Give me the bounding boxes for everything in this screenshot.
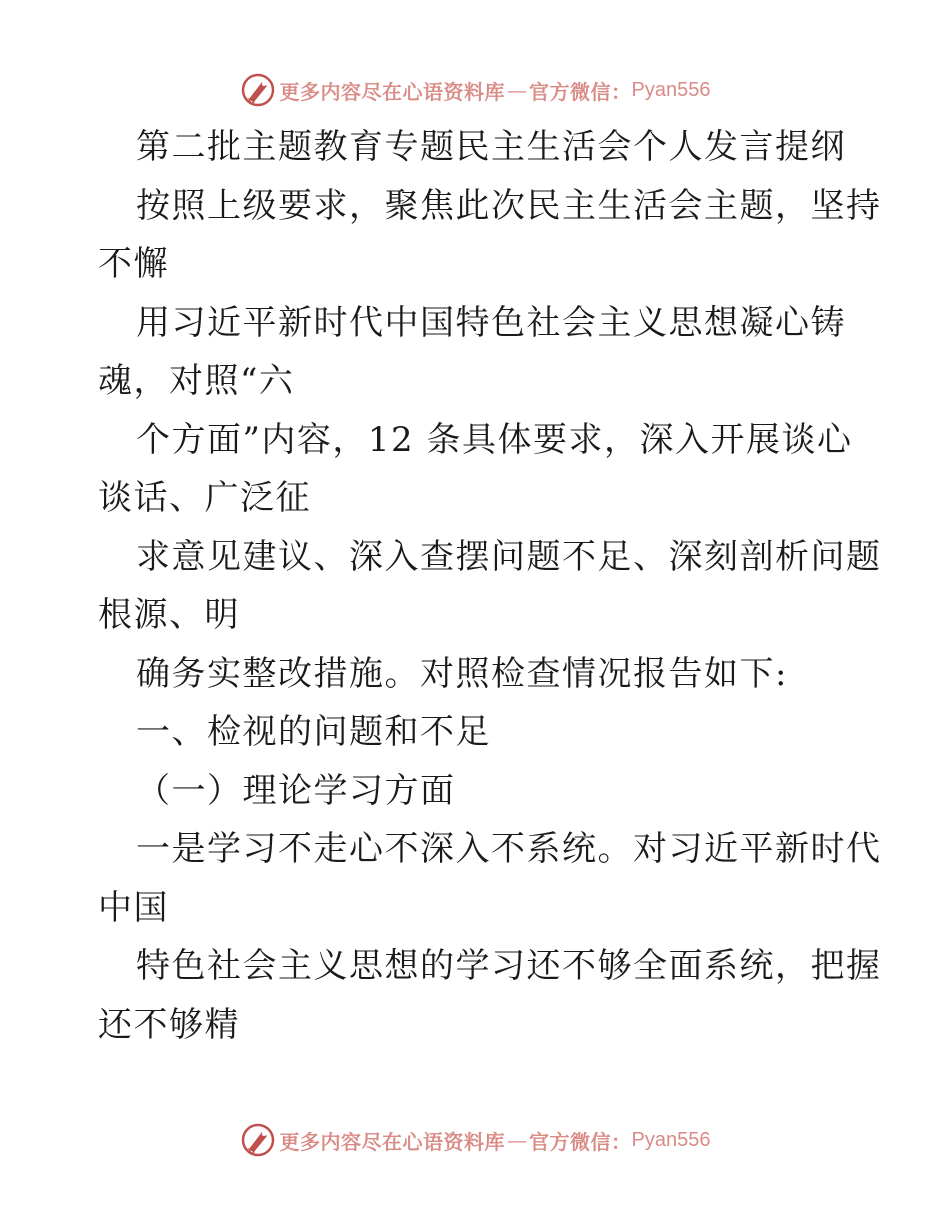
- subsection-heading: （一）理论学习方面: [136, 770, 456, 811]
- footer-banner: [0, 1120, 950, 1160]
- paragraph-line: 一是学习不走心不深入不系统。对习近平新时代: [136, 829, 882, 869]
- section-heading: 一、检视的问题和不足: [136, 712, 491, 752]
- paragraph-line: 确务实整改措施。对照检查情况报告如下:: [136, 653, 788, 694]
- paragraph-line: 个方面”内容，12 条具体要求，深入开展谈心: [136, 419, 853, 460]
- paragraph-line: 特色社会主义思想的学习还不够全面系统，把握: [136, 946, 882, 986]
- header-banner: [0, 70, 950, 110]
- paragraph-line: 中国: [98, 887, 169, 928]
- footer-official-label: 官方微信：: [529, 1129, 632, 1154]
- header-promo-text: 更多内容尽在心语资料库: [279, 79, 506, 104]
- pen-logo-icon: [240, 1122, 276, 1158]
- paragraph-line: 用习近平新时代中国特色社会主义思想凝心铸: [136, 302, 846, 343]
- header-official-label: 官方微信：: [529, 79, 632, 104]
- footer-separator: —: [507, 1128, 528, 1152]
- paragraph-line: 还不够精: [98, 1004, 240, 1045]
- header-separator: —: [507, 78, 528, 102]
- paragraph-line: 魂，对照“六: [98, 361, 295, 401]
- paragraph-line: 求意见建议、深入查摆问题不足、深刻剖析问题: [136, 536, 882, 577]
- pen-logo-icon: [240, 72, 276, 108]
- footer-promo-text: 更多内容尽在心语资料库: [279, 1129, 506, 1154]
- paragraph-line: 不懈: [98, 244, 169, 284]
- paragraph-line: 按照上级要求，聚焦此次民主生活会主题，坚持: [136, 185, 882, 226]
- document-title: 第二批主题教育专题民主生活会个人发言提纲: [136, 127, 846, 167]
- header-wechat-id: Pyan556: [631, 78, 711, 101]
- paragraph-line: 谈话、广泛征: [98, 478, 311, 518]
- footer-wechat-id: Pyan556: [631, 1128, 711, 1151]
- paragraph-line: 根源、明: [98, 595, 240, 635]
- document-body: [98, 118, 882, 1054]
